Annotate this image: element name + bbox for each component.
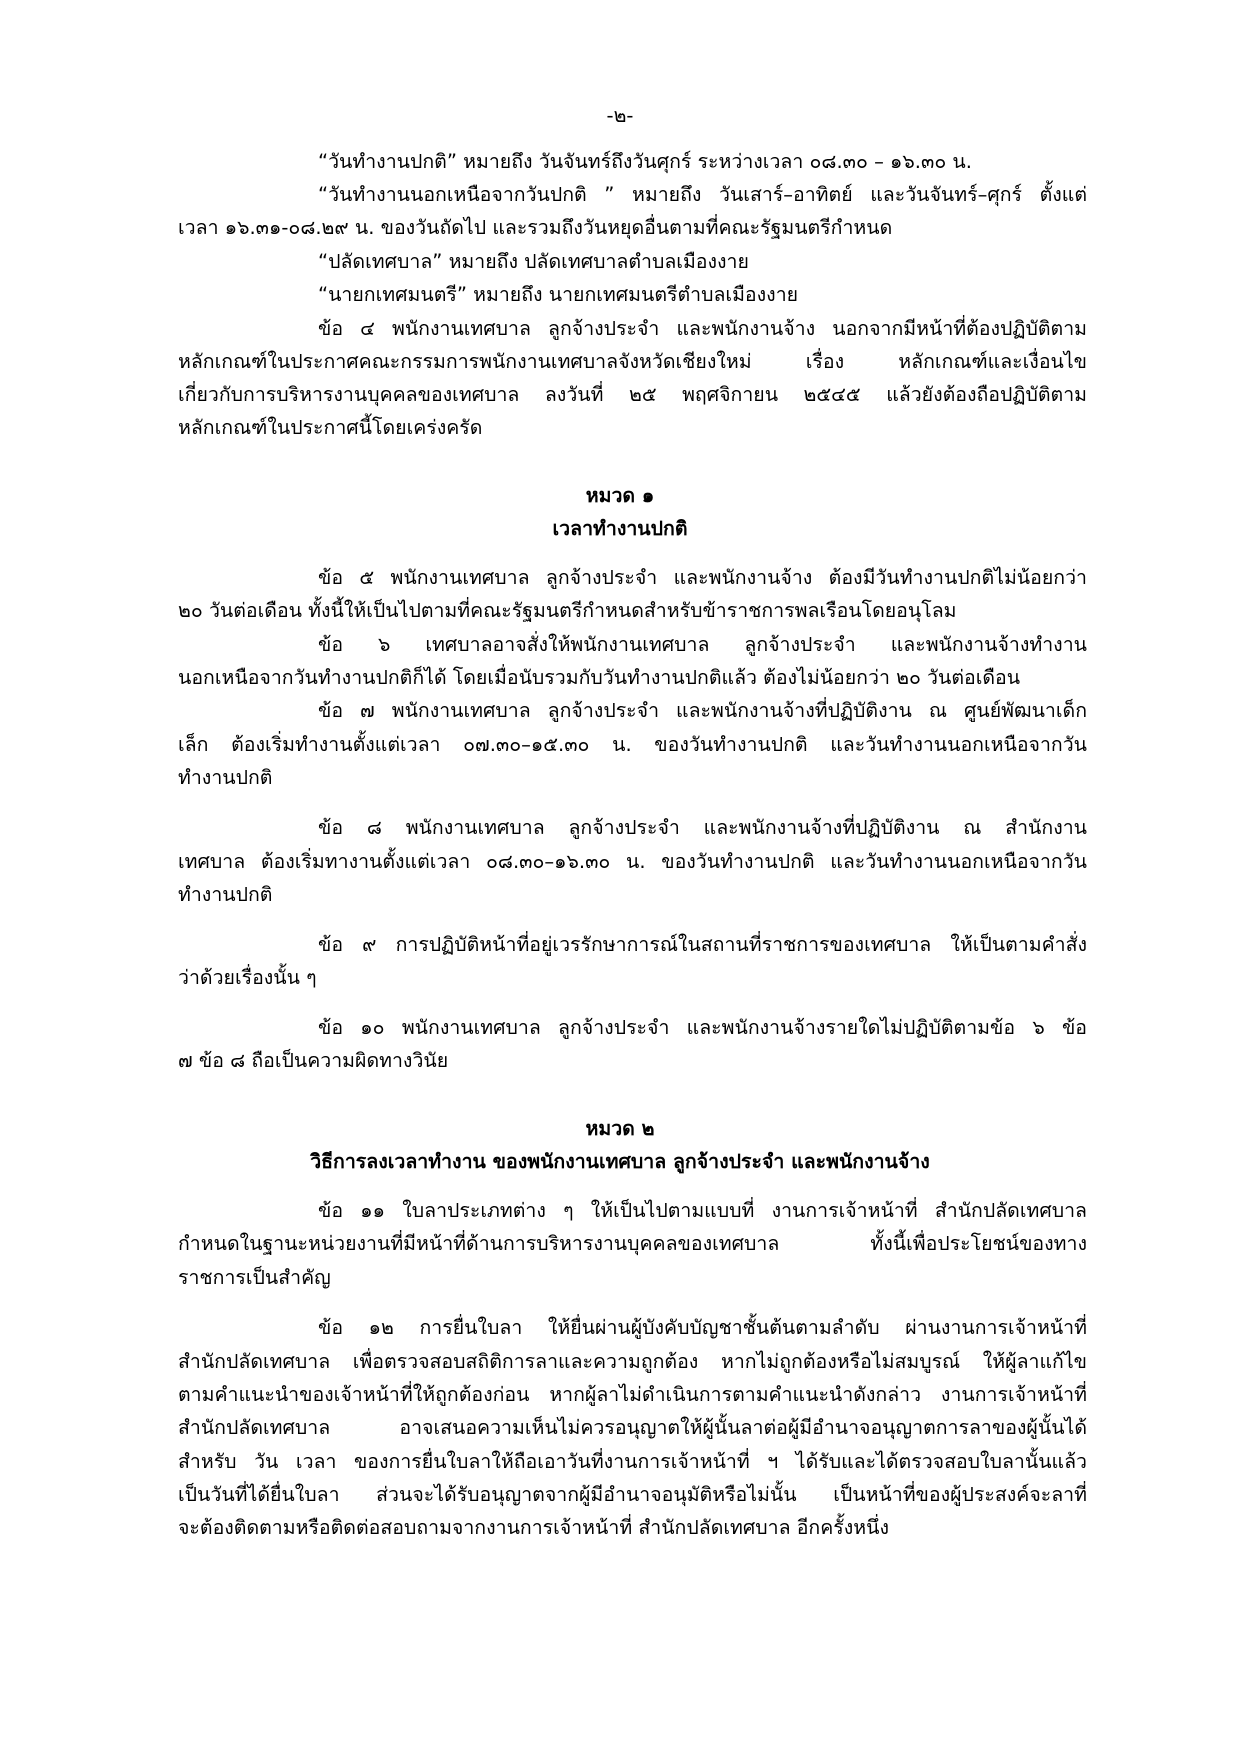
clause-11-line3: ราชการเป็นสำคัญ [178, 1266, 331, 1289]
clause-12-line7: จะต้องติดตามหรือติดต่อสอบถามจากงานการเจ้าหน้าที่ สำนักปลัดเทศบาล อีกครั้งหนึ่ง [178, 1516, 889, 1539]
section-1-heading: หมวด ๑ [585, 484, 655, 507]
clause-9-line1: ข้อ ๙ การปฏิบัติหน้าที่อยู่เวรรักษาการณ์ในสถานที่ราชการของเทศบาล ให้เป็นตามคำสั่ง [318, 933, 1087, 956]
clause-4-line3: เกี่ยวกับการบริหารงานบุคคลของเทศบาล ลงวันที่ ๒๕ พฤศจิกายน ๒๕๔๕ แล้วยังต้องถือปฏิบัติตาม [178, 383, 1087, 406]
clause-5-line2: ๒๐ วันต่อเดือน ทั้งนี้ให้เป็นไปตามที่คณะรัฐมนตรีกำหนดสำหรับข้าราชการพลเรือนโดยอนุโลม [178, 599, 957, 622]
clause-6-line1: ข้อ ๖ เทศบาลอาจสั่งให้พนักงานเทศบาล ลูกจ้างประจำ และพนักงานจ้างทำงาน [318, 633, 1087, 656]
clause-11-line1: ข้อ ๑๑ ใบลาประเภทต่าง ๆ ให้เป็นไปตามแบบที่ งานการเจ้าหน้าที่ สำนักปลัดเทศบาล [318, 1199, 1087, 1222]
clause-12-line5: สำหรับ วัน เวลา ของการยื่นใบลาให้ถือเอาวันที่งานการเจ้าหน้าที่ ฯ ได้รับและได้ตรวจสอบใบลานั้นแล้ว [178, 1450, 1087, 1473]
definition-municipal-clerk: “ปลัดเทศบาล” หมายถึง ปลัดเทศบาลตำบลเมืองงาย [318, 250, 749, 273]
page-number: -๒- [606, 104, 634, 127]
definition-outside-workday-line2: เวลา ๑๖.๓๑-๐๘.๒๙ น. ของวันถัดไป และรวมถึงวันหยุดอื่นตามที่คณะรัฐมนตรีกำหนด [178, 216, 893, 239]
clause-9-line2: ว่าด้วยเรื่องนั้น ๆ [178, 966, 317, 989]
clause-7-line2: เล็ก ต้องเริ่มทำงานตั้งแต่เวลา ๐๗.๓๐–๑๕.๓๐ น. ของวันทำงานปกติ และวันทำงานนอกเหนือจากวัน [178, 733, 1087, 756]
clause-8-line1: ข้อ ๘ พนักงานเทศบาล ลูกจ้างประจำ และพนักงานจ้างที่ปฏิบัติงาน ณ สำนักงาน [318, 816, 1087, 839]
clause-12-line6: เป็นวันที่ได้ยื่นใบลา ส่วนจะได้รับอนุญาตจากผู้มีอำนาจอนุมัติหรือไม่นั้น เป็นหน้าที่ของผู้ประสงค์จะลาที่ [178, 1483, 1087, 1506]
clause-12-line4: สำนักปลัดเทศบาล อาจเสนอความเห็นไม่ควรอนุญาตให้ผู้นั้นลาต่อผู้มีอำนาจอนุญาตการลาของผู้นั้นได้ [178, 1416, 1087, 1439]
clause-8-line3: ทำงานปกติ [178, 883, 273, 906]
definition-regular-workday: “วันทำงานปกติ” หมายถึง วันจันทร์ถึงวันศุกร์ ระหว่างเวลา ๐๘.๓๐ – ๑๖.๓๐ น. [318, 150, 972, 173]
clause-10-line2: ๗ ข้อ ๘ ถือเป็นความผิดทางวินัย [178, 1049, 449, 1072]
definition-mayor: “นายกเทศมนตรี” หมายถึง นายกเทศมนตรีตำบลเมืองงาย [318, 283, 799, 306]
clause-7-line3: ทำงานปกติ [178, 766, 273, 789]
definition-outside-workday-line1: “วันทำงานนอกเหนือจากวันปกติ ” หมายถึง วันเสาร์–อาทิตย์ และวันจันทร์–ศุกร์ ตั้งแต่ [318, 183, 1087, 206]
clause-6-line2: นอกเหนือจากวันทำงานปกติก็ได้ โดยเมื่อนับรวมกับวันทำงานปกติแล้ว ต้องไม่น้อยกว่า ๒๐ วันต่อเดือน [178, 666, 1021, 689]
section-1-title: เวลาทำงานปกติ [552, 517, 688, 540]
clause-4-line1: ข้อ ๔ พนักงานเทศบาล ลูกจ้างประจำ และพนักงานจ้าง นอกจากมีหน้าที่ต้องปฏิบัติตาม [318, 317, 1087, 340]
clause-5-line1: ข้อ ๕ พนักงานเทศบาล ลูกจ้างประจำ และพนักงานจ้าง ต้องมีวันทำงานปกติไม่น้อยกว่า [318, 566, 1087, 589]
section-2-heading: หมวด ๒ [585, 1117, 655, 1140]
clause-4-line4: หลักเกณฑ์ในประกาศนี้โดยเคร่งครัด [178, 416, 483, 439]
clause-4-line2: หลักเกณฑ์ในประกาศคณะกรรมการพนักงานเทศบาลจังหวัดเชียงใหม่ เรื่อง หลักเกณฑ์และเงื่อนไข [178, 350, 1087, 373]
clause-12-line3: ตามคำแนะนำของเจ้าหน้าที่ให้ถูกต้องก่อน หากผู้ลาไม่ดำเนินการตามคำแนะนำดังกล่าว งานการเจ้าหน้าที่ [178, 1383, 1087, 1406]
clause-10-line1: ข้อ ๑๐ พนักงานเทศบาล ลูกจ้างประจำ และพนักงานจ้างรายใดไม่ปฏิบัติตามข้อ ๖ ข้อ [318, 1016, 1087, 1039]
clause-11-line2: กำหนดในฐานะหน่วยงานที่มีหน้าที่ด้านการบริหารงานบุคคลของเทศบาล ทั้งนี้เพื่อประโยชน์ของทาง [178, 1232, 1087, 1255]
clause-7-line1: ข้อ ๗ พนักงานเทศบาล ลูกจ้างประจำ และพนักงานจ้างที่ปฏิบัติงาน ณ ศูนย์พัฒนาเด็ก [318, 699, 1087, 722]
clause-12-line1: ข้อ ๑๒ การยื่นใบลา ให้ยื่นผ่านผู้บังคับบัญชาชั้นต้นตามลำดับ ผ่านงานการเจ้าหน้าที่ [318, 1316, 1087, 1339]
section-2-title: วิธีการลงเวลาทำงาน ของพนักงานเทศบาล ลูกจ้างประจำ และพนักงานจ้าง [310, 1150, 930, 1173]
clause-12-line2: สำนักปลัดเทศบาล เพื่อตรวจสอบสถิติการลาและความถูกต้อง หากไม่ถูกต้องหรือไม่สมบูรณ์ ให้ผู้ลาแก้ไข [178, 1350, 1087, 1373]
clause-8-line2: เทศบาล ต้องเริ่มทางานตั้งแต่เวลา ๐๘.๓๐–๑๖.๓๐ น. ของวันทำงานปกติ และวันทำงานนอกเหนือจากวัน [178, 850, 1087, 873]
